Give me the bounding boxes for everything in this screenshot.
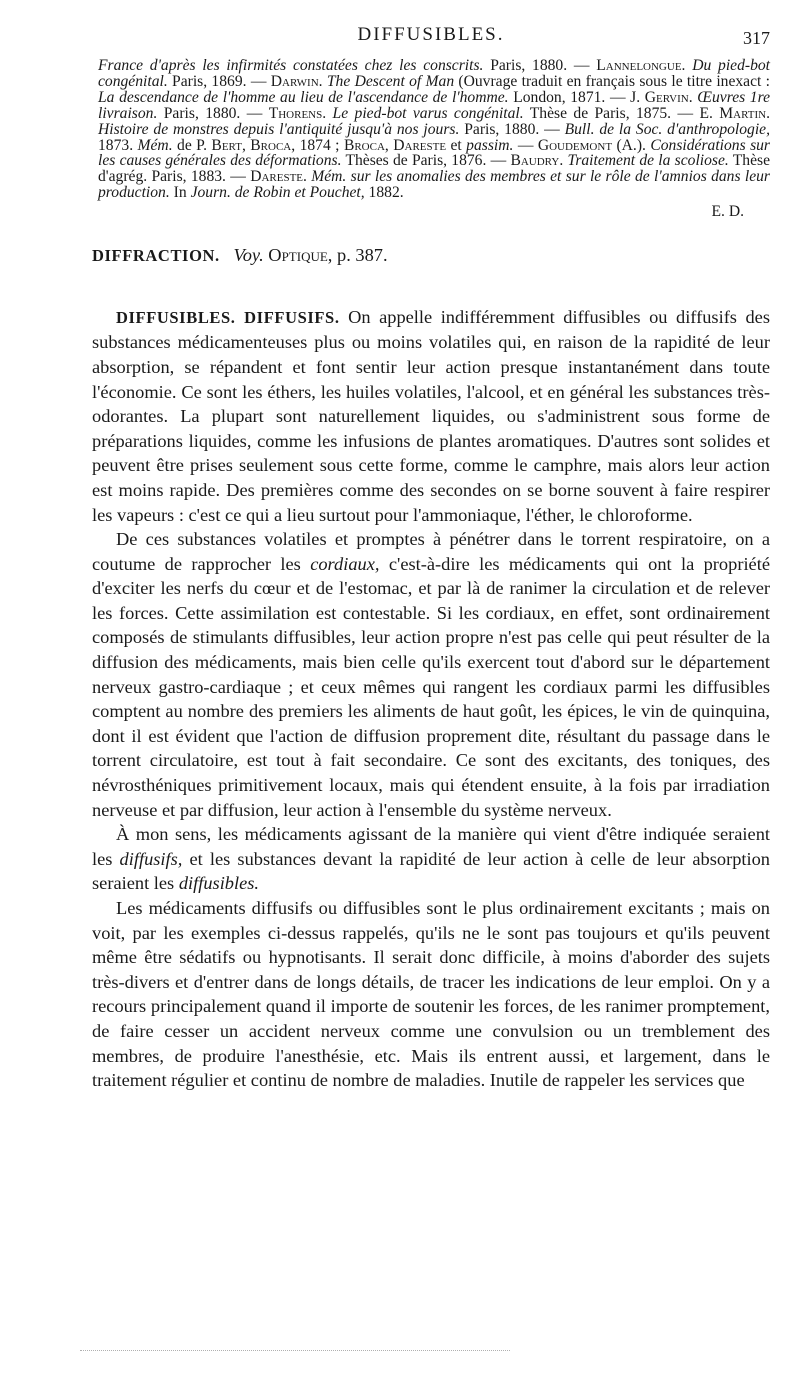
entry-headword: DIFFUSIBLES. DIFFUSIFS. bbox=[116, 307, 340, 327]
paragraph: À mon sens, les médicaments agissant de la manière qui vient d'être indiquée seraient les diffusifs, et les substances devant la rapidité de leur action à celle de leur absorption seraient les diffusibles. bbox=[92, 824, 771, 894]
entry-diffraction: DIFFRACTION. Voy. Optique, p. 387. bbox=[92, 245, 388, 266]
footer-divider bbox=[80, 1350, 510, 1351]
page-header bbox=[92, 24, 770, 58]
entry-diffusibles bbox=[92, 305, 770, 527]
paragraph: On appelle indifféremment diffusibles ou diffusifs des substances médicamenteuses plus ou moins volatiles qui, en raison de la rapidité de leur absorption, se répandent et font sentir leur action presque instantanément dans toute l'économie. Ce sont les éthers, les huiles volatiles, l'alcool, et en général les substances très-odorantes. La plupart sont naturellement liquides, ou s'administrent sous forme de préparations liquides, comme les infusions de plantes aromatiques. D'autres sont solides et peuvent être prises seulement sous cette forme, comme le camphre, mais alors leur action est moins rapide. Des premières comme des secondes on se borne souvent à faire respirer les vapeurs : c'est ce qui a lieu surtout pour l'ammoniaque, l'éther, le chloroforme. bbox=[92, 306, 771, 525]
running-head: DIFFUSIBLES. bbox=[357, 24, 505, 45]
paragraph: Les médicaments diffusifs ou diffusibles sont le plus ordinairement excitants ; mais on voit, par les exemples ci-dessus rappelés, qu'ils ne le sont pas toujours et qu'ils peuvent même être sédatifs ou hypnotisants. Il serait donc difficile, à moins d'aborder des sujets très-divers et d'entrer dans de longs détails, de tracer les indications de leur emploi. On y a recours principalement quand il importe de soutenir les forces, de les ranimer promptement, de faire cesser un accident nerveux comme une convulsion ou un tremblement des membres, de produire l'anesthésie, etc. Mais ils entrent aussi, et largement, dans le traitement régulier et continu de nombre de maladies. Inutile de rappeler les services que bbox=[92, 898, 770, 1091]
page-number: 317 bbox=[743, 28, 770, 48]
bibliography: France d'après les infirmités constatées chez les conscrits. Paris, 1880. — Lannelongue. Du pied-bot congénital. Paris, 1869. — Darwin. The Descent of Man (Ouvrage traduit en français sous le titre inexact : La descendance de l'homme au lieu de l'ascendance de l'homme. London, 1871. — J. Gervin. Œuvres 1re livraison. Paris, 1880. — Thorens. Le pied-bot varus congénital. Thèse de Paris, 1875. — E. Martin. Histoire de monstres depuis l'antiquité jusqu'à nos jours. Paris, 1880. — Bull. de la Soc. d'anthropologie, 1873. Mém. de P. Bert, Broca, 1874 ; Broca, Dareste et passim. — Goudemont (A.). Considérations sur les causes générales des déformations. Thèses de Paris, 1876. — Baudry. Traitement de la scoliose. Thèse d'agrég. Paris, 1883. — Dareste. Mém. sur les anomalies des membres et sur le rôle de l'amnios dans leur production. In Journ. de Robin et Pouchet, 1882. bbox=[98, 57, 771, 202]
paragraph: De ces substances volatiles et promptes à pénétrer dans le torrent respiratoire, on a coutume de rapprocher les cordiaux, c'est-à-dire les médicaments qui ont la propriété d'exciter les nerfs du cœur et de l'estomac, et par là de ranimer la circulation et de relever les forces. Cette assimilation est contestable. Si les cordiaux, en effet, sont ordinairement composés de stimulants diffusibles, leur action propre n'est pas celle qui peut résulter de la diffusion des médicaments, mais bien celle qu'ils exercent tout d'abord sur le département nerveux gastro-cardiaque ; et ceux mêmes qui rangent les cordiaux parmi les diffusibles comptent au nombre des premiers les aliments de haut goût, les épices, le vin de quinquina, dont il est évident que l'action de diffusion proprement dite, résultant du passage dans le torrent circulatoire, est tout à fait secondaire. Ce sont des excitants, des toniques, des névrosthéniques primitivement locaux, mais qui étendent ensuite, à la fois par irradiation nerveuse et par diffusion, leur action à l'ensemble du système nerveux. bbox=[92, 529, 770, 820]
page bbox=[92, 24, 770, 1093]
entry-headword: DIFFRACTION. bbox=[92, 246, 220, 266]
author-signature: E. D. bbox=[711, 203, 744, 221]
